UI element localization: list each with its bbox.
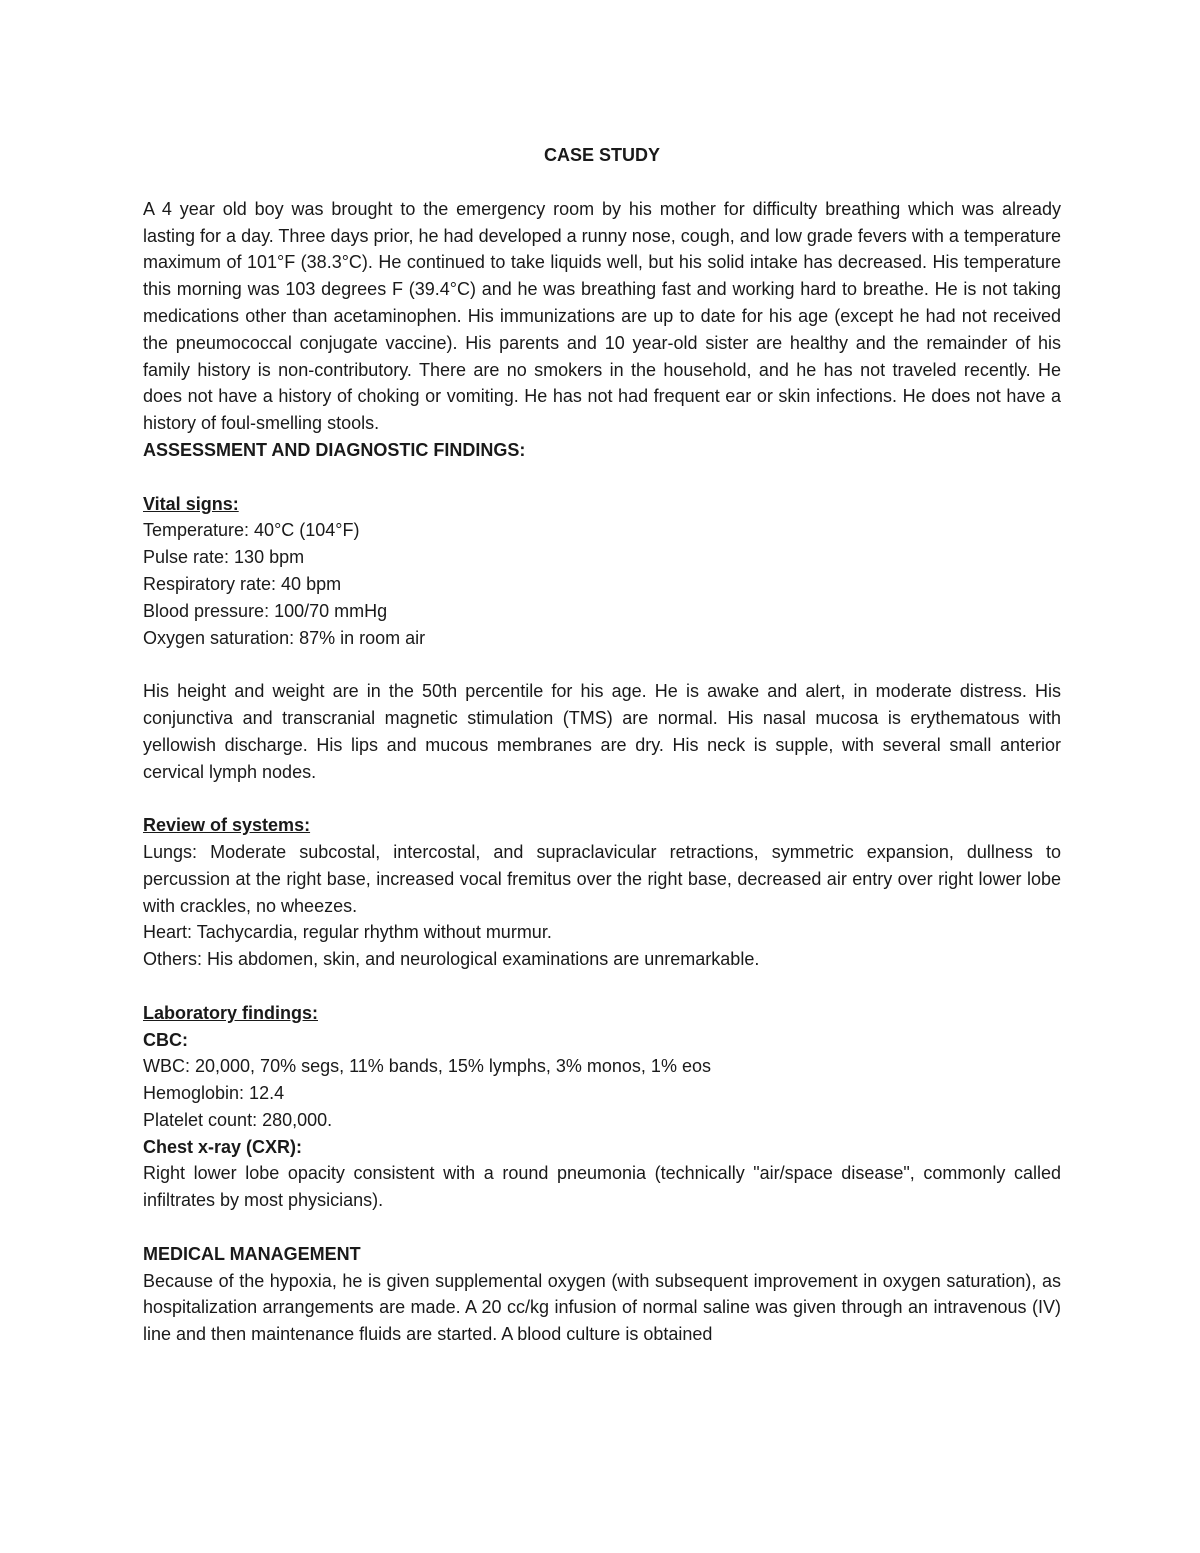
- management-heading: MEDICAL MANAGEMENT: [143, 1243, 361, 1264]
- document-title: CASE STUDY: [543, 145, 660, 165]
- labs-section: [143, 1000, 1061, 1214]
- cbc-wbc: WBC: 20,000, 70% segs, 11% bands, 15% lymphs, 3% monos, 1% eos: [143, 1056, 711, 1077]
- cbc-platelet: Platelet count: 280,000.: [143, 1109, 333, 1130]
- review-heading: Review of systems:: [143, 815, 311, 836]
- document-page: [143, 142, 1061, 1348]
- management-section: [143, 1241, 1061, 1348]
- intro-paragraph: A 4 year old boy was brought to the emergency room by his mother for difficulty breathing which was already lasting for a day. Three days prior, he had developed a runny nose, cough, and low grade fevers with a temperature maximum of 101°F (38.3°C). He continued to take liquids well, but his solid intake has decreased. His temperature this morning was 103 degrees F (39.4°C) and he was breathing fast and working hard to breathe. He is not taking medications other than acetaminophen. His immunizations are up to date for his age (except he had not received the pneumococcal conjugate vaccine). His parents and 10 year-old sister are healthy and the remainder of his family history is non-contributory. There are no smokers in the household, and he has not traveled recently. He does not have a history of choking or vomiting. He has not had frequent ear or skin infections. He does not have a history of foul-smelling stools.: [143, 198, 1061, 434]
- review-section: [143, 812, 1061, 973]
- cbc-hemoglobin: Hemoglobin: 12.4: [143, 1083, 285, 1104]
- vital-blood-pressure: Blood pressure: 100/70 mmHg: [143, 600, 388, 621]
- exam-paragraph: His height and weight are in the 50th percentile for his age. He is awake and alert, in moderate distress. His conjunctiva and transcranial magnetic stimulation (TMS) are normal. His nasal mucosa is erythematous with yellowish discharge. His lips and mucous membranes are dry. His neck is supple, with several small anterior cervical lymph nodes.: [143, 681, 1061, 782]
- vital-temperature: Temperature: 40°C (104°F): [143, 520, 360, 541]
- review-heart: Heart: Tachycardia, regular rhythm without murmur.: [143, 922, 552, 943]
- review-others: Others: His abdomen, skin, and neurological examinations are unremarkable.: [143, 949, 760, 970]
- vital-oxygen: Oxygen saturation: 87% in room air: [143, 627, 426, 648]
- cbc-heading: CBC:: [143, 1029, 188, 1050]
- vital-signs-heading: Vital signs:: [143, 493, 239, 514]
- vital-respiratory: Respiratory rate: 40 bpm: [143, 573, 342, 594]
- review-lungs: Lungs: Moderate subcostal, intercostal, and supraclavicular retractions, symmetric expansion, dullness to percussion at the right base, increased vocal fremitus over the right base, decreased air entry over right lower lobe with crackles, no wheezes.: [143, 841, 1061, 916]
- labs-heading: Laboratory findings:: [143, 1002, 318, 1023]
- cxr-heading: Chest x-ray (CXR):: [143, 1136, 303, 1157]
- vital-pulse: Pulse rate: 130 bpm: [143, 547, 305, 568]
- vital-signs-section: [143, 491, 1061, 652]
- assessment-heading: ASSESSMENT AND DIAGNOSTIC FINDINGS:: [143, 439, 526, 460]
- management-text: Because of the hypoxia, he is given supplemental oxygen (with subsequent improvement in oxygen saturation), as hospitalization arrangements are made. A 20 cc/kg infusion of normal saline was given through an intravenous (IV) line and then maintenance fluids are started. A blood culture is obtained: [143, 1270, 1061, 1345]
- cxr-text: Right lower lobe opacity consistent with a round pneumonia (technically "air/space disease", commonly called infiltrates by most physicians).: [143, 1163, 1061, 1211]
